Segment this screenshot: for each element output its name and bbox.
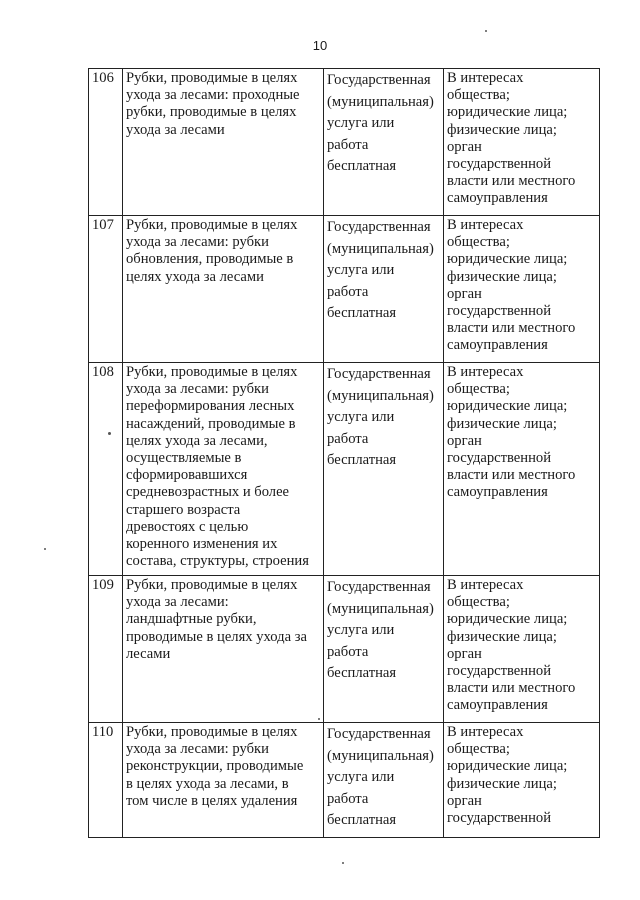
service-type-cell-line: Государственная <box>327 219 431 235</box>
consumer-cell-line: юридические лица; <box>447 611 568 628</box>
table-body <box>89 69 600 838</box>
work-name-cell-line: коренного изменения их <box>126 536 278 553</box>
scan-speck <box>108 432 111 435</box>
consumer-cell-line: юридические лица; <box>447 398 568 415</box>
work-name-cell <box>123 216 324 363</box>
work-name-cell-line: состава, структуры, строения <box>126 553 309 570</box>
consumer-cell-line: юридические лица; <box>447 251 568 268</box>
consumer-cell-line: физические лица; <box>447 628 557 645</box>
service-type-cell-line: бесплатная <box>327 665 397 681</box>
service-type-cell-line: услуга или <box>327 769 395 785</box>
work-name-cell-line: Рубки, проводимые в целях <box>126 217 298 233</box>
work-name-cell-line: целях ухода за лесами, <box>126 432 268 449</box>
scan-speck <box>44 548 46 550</box>
consumer-cell-line: общества; <box>447 741 510 758</box>
service-type-cell-line: услуга или <box>327 115 395 131</box>
service-type-cell <box>324 363 444 576</box>
work-name-cell-line: древостоях с целью <box>126 518 249 535</box>
work-name-cell <box>123 576 324 723</box>
consumer-cell-line: физические лица; <box>447 775 557 792</box>
work-name-cell-line: реконструкции, проводимые <box>126 758 304 775</box>
service-type-cell-line: (муниципальная) <box>327 600 434 617</box>
service-type-cell-line: работа <box>327 283 369 300</box>
work-name-cell-line: переформирования лесных <box>126 398 295 415</box>
work-name-cell-line: осуществляемые в <box>126 450 242 467</box>
consumer-cell-line: общества; <box>447 381 510 398</box>
consumer-cell-line: самоуправления <box>447 190 548 207</box>
table-row <box>89 69 600 216</box>
service-type-cell-line: (муниципальная) <box>327 240 434 257</box>
consumer-cell-line: физические лица; <box>447 121 557 138</box>
consumer-cell-line: физические лица; <box>447 268 557 285</box>
service-type-cell-line: (муниципальная) <box>327 93 434 110</box>
work-name-cell-line: средневозрастных и более <box>126 484 290 501</box>
consumer-cell-line: В интересах <box>447 577 524 593</box>
service-type-cell-line: (муниципальная) <box>327 387 434 404</box>
service-type-cell-line: (муниципальная) <box>327 747 434 764</box>
service-type-cell-line: работа <box>327 430 369 447</box>
service-type-cell-line: Государственная <box>327 579 431 595</box>
work-name-cell-line: том числе в целях удаления <box>126 792 298 809</box>
consumer-cell-line: государственной <box>447 450 552 467</box>
service-type-cell <box>324 69 444 216</box>
service-type-cell-line: работа <box>327 790 369 807</box>
work-name-cell-line: ухода за лесами: рубки <box>126 741 269 758</box>
work-name-cell-line: рубки, проводимые в целях <box>126 104 297 121</box>
consumer-cell-line: государственной <box>447 663 552 680</box>
work-name-cell-line: сформировавшихся <box>126 467 248 484</box>
service-type-cell-line: работа <box>327 643 369 660</box>
row-number-cell: 110 <box>89 723 123 838</box>
work-name-cell-line: проводимые в целях ухода за <box>126 628 307 645</box>
consumer-cell <box>444 576 600 723</box>
service-type-cell-line: работа <box>327 136 369 153</box>
consumer-cell-line: самоуправления <box>447 484 548 501</box>
scan-speck <box>342 862 344 864</box>
consumer-cell <box>444 216 600 363</box>
work-name-cell-line: ландшафтные рубки, <box>126 611 257 628</box>
work-name-cell-line: ухода за лесами: рубки <box>126 234 269 251</box>
service-type-cell-line: услуга или <box>327 262 395 278</box>
scan-speck <box>318 718 320 720</box>
consumer-cell-line: общества; <box>447 234 510 251</box>
consumer-cell-line: государственной <box>447 810 552 827</box>
service-type-cell-line: услуга или <box>327 409 395 425</box>
consumer-cell <box>444 363 600 576</box>
service-type-cell-line: бесплатная <box>327 158 397 174</box>
service-type-cell <box>324 576 444 723</box>
service-type-cell-line: Государственная <box>327 366 431 382</box>
table-row <box>89 723 600 838</box>
work-name-cell-line: ухода за лесами: проходные <box>126 87 300 104</box>
consumer-cell-line: орган <box>447 432 482 449</box>
consumer-cell <box>444 723 600 838</box>
row-number-cell: 108 <box>89 363 123 576</box>
work-name-cell-line: ухода за лесами: <box>126 594 229 611</box>
consumer-cell-line: В интересах <box>447 217 524 233</box>
services-table <box>88 68 600 838</box>
service-type-cell-line: бесплатная <box>327 452 397 468</box>
scan-speck <box>485 30 487 32</box>
consumer-cell-line: самоуправления <box>447 697 548 714</box>
service-type-cell-line: бесплатная <box>327 305 397 321</box>
consumer-cell-line: власти или местного <box>447 173 576 190</box>
service-type-cell-line: услуга или <box>327 622 395 638</box>
work-name-cell <box>123 69 324 216</box>
work-name-cell-line: в целях ухода за лесами, в <box>126 775 289 792</box>
row-number-cell: 109 <box>89 576 123 723</box>
consumer-cell-line: физические лица; <box>447 415 557 432</box>
work-name-cell-line: Рубки, проводимые в целях <box>126 70 298 86</box>
work-name-cell-line: Рубки, проводимые в целях <box>126 724 298 740</box>
work-name-cell <box>123 723 324 838</box>
work-name-cell-line: лесами <box>126 645 171 662</box>
page-number: 10 <box>312 38 328 53</box>
service-type-cell <box>324 216 444 363</box>
consumer-cell-line: орган <box>447 285 482 302</box>
work-name-cell-line: ухода за лесами <box>126 121 225 138</box>
consumer-cell-line: юридические лица; <box>447 758 568 775</box>
consumer-cell-line: орган <box>447 645 482 662</box>
work-name-cell <box>123 363 324 576</box>
consumer-cell-line: орган <box>447 792 482 809</box>
service-type-cell-line: Государственная <box>327 72 431 88</box>
consumer-cell-line: власти или местного <box>447 680 576 697</box>
row-number-cell: 106 <box>89 69 123 216</box>
consumer-cell-line: государственной <box>447 156 552 173</box>
work-name-cell-line: обновления, проводимые в <box>126 251 294 268</box>
service-type-cell-line: бесплатная <box>327 812 397 828</box>
work-name-cell-line: ухода за лесами: рубки <box>126 381 269 398</box>
consumer-cell-line: орган <box>447 138 482 155</box>
consumer-cell-line: В интересах <box>447 364 524 380</box>
row-number-cell: 107 <box>89 216 123 363</box>
table-row <box>89 363 600 576</box>
service-type-cell <box>324 723 444 838</box>
table-row <box>89 576 600 723</box>
consumer-cell-line: самоуправления <box>447 337 548 354</box>
work-name-cell-line: насаждений, проводимые в <box>126 415 296 432</box>
consumer-cell-line: В интересах <box>447 724 524 740</box>
work-name-cell-line: целях ухода за лесами <box>126 268 264 285</box>
consumer-cell-line: государственной <box>447 303 552 320</box>
consumer-cell-line: В интересах <box>447 70 524 86</box>
work-name-cell-line: Рубки, проводимые в целях <box>126 364 298 380</box>
consumer-cell-line: власти или местного <box>447 467 576 484</box>
consumer-cell <box>444 69 600 216</box>
consumer-cell-line: общества; <box>447 87 510 104</box>
consumer-cell-line: власти или местного <box>447 320 576 337</box>
service-type-cell-line: Государственная <box>327 726 431 742</box>
work-name-cell-line: старшего возраста <box>126 501 241 518</box>
consumer-cell-line: общества; <box>447 594 510 611</box>
work-name-cell-line: Рубки, проводимые в целях <box>126 577 298 593</box>
consumer-cell-line: юридические лица; <box>447 104 568 121</box>
table-row <box>89 216 600 363</box>
